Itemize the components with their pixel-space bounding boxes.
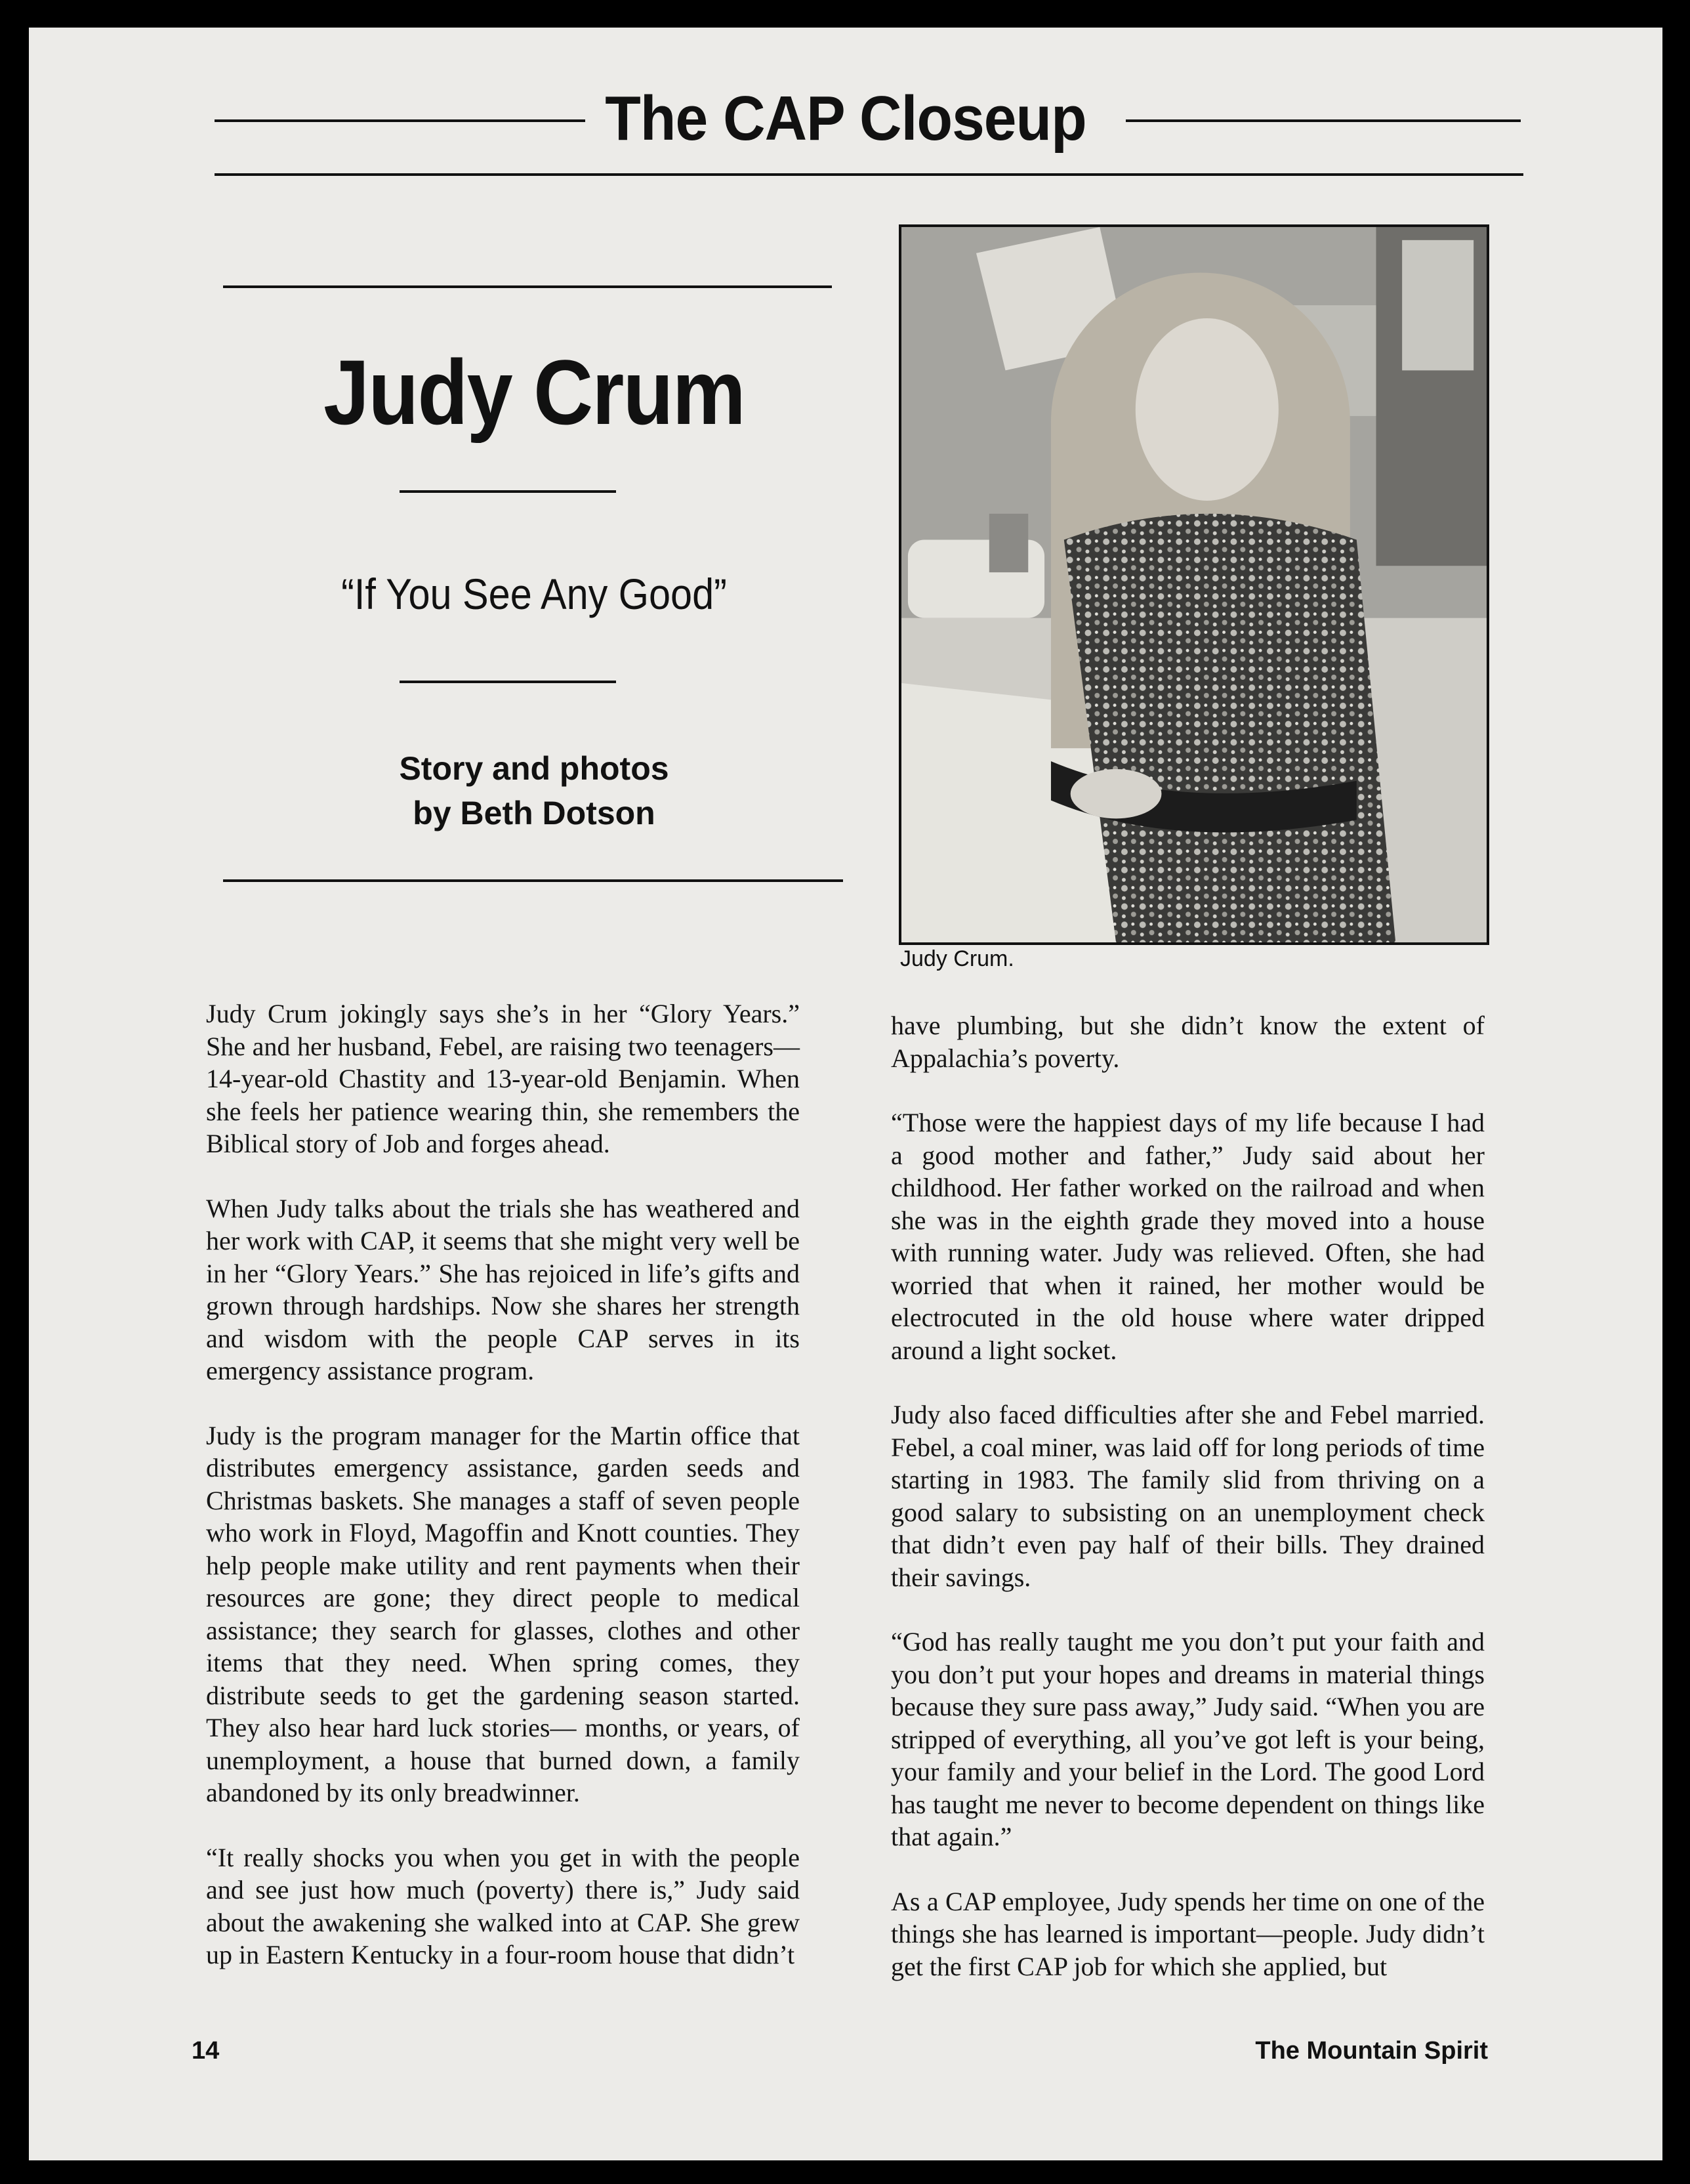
- paragraph: Judy also faced difficulties after she and Febel married. Febel, a coal miner, was laid off for long periods of time starting in 1983. The family slid from thriving on a good salary to subsisting on an unemployment check that didn’t even pay half of their bills. They drained their savings.: [891, 1400, 1485, 1592]
- article-subtitle: “If You See Any Good”: [341, 570, 727, 618]
- paragraph: When Judy talks about the trials she has weathered and her work with CAP, it seems that she might very well be in her “Glory Years.” She has rejoiced in life’s gifts and grown through hardships. Now she shares her strength and wisdom with the people CAP serves in its emergency assistance program.: [206, 1193, 800, 1385]
- byline: [180, 746, 888, 835]
- photo-caption: Judy Crum.: [900, 946, 1014, 971]
- section-title: The CAP Closeup: [605, 83, 1086, 154]
- portrait-photo: [899, 224, 1489, 945]
- title-rule-short-2: [400, 681, 616, 683]
- article-column-right: [891, 1009, 1485, 2015]
- paragraph: Judy Crum jokingly says she’s in her “Glory Years.” She and her husband, Febel, are raising two teenagers—14-year-old Chastity and 13-year-old Benjamin. When she feels her patience wearing thin, she remembers the Biblical story of Job and forges ahead.: [206, 999, 800, 1158]
- magazine-page: [29, 28, 1662, 2160]
- paragraph: “God has really taught me you don’t put your faith and you don’t put your hopes and dreams in material things because they sure pass away,” Judy said. “When you are stripped of everything, all you’ve got left is your being, your family and your belief in the Lord. The good Lord has taught me never to become dependent on things like that again.”: [891, 1627, 1485, 1851]
- paragraph: “Those were the happiest days of my life because I had a good mother and father,” Judy said about her childhood. Her father worked on the railroad and when she was in the eighth grade they moved into a house with running water. Judy was relieved. Often, she had worried that when it rained, her mother would be electrocuted in the old house where water dripped around a light socket.: [891, 1108, 1485, 1365]
- byline-line-2: by Beth Dotson: [413, 795, 655, 831]
- article-column-left: [206, 998, 800, 2004]
- header-rule-full: [215, 173, 1523, 176]
- title-rule-short-1: [400, 490, 616, 493]
- paragraph: Judy is the program manager for the Martin office that distributes emergency assistance, garden seeds and Christmas baskets. She manages a staff of seven people who work in Floyd, Magoffin and Knott counties. They help people make utility and rent payments when their resources are gone; they direct people to medical assistance; they search for glasses, clothes and other items that they need. When spring comes, they distribute seeds to get the gardening season started. They also hear hard luck stories— months, or years, of unemployment, a house that burned down, a family abandoned by its only breadwinner.: [206, 1420, 800, 1807]
- portrait-photo-illustration: [901, 227, 1487, 942]
- article-headline: Judy Crum: [323, 341, 745, 444]
- paragraph: have plumbing, but she didn’t know the extent of Appalachia’s poverty.: [891, 1011, 1485, 1073]
- title-rule-top: [223, 285, 832, 288]
- byline-line-1: Story and photos: [399, 750, 669, 787]
- page-number: 14: [192, 2037, 220, 2065]
- paragraph: “It really shocks you when you get in with the people and see just how much (poverty) there is,” Judy said about the awakening she walked into at CAP. She grew up in Eastern Kentucky in a four-room house that didn’t: [206, 1842, 800, 1969]
- paragraph: As a CAP employee, Judy spends her time on one of the things she has learned is important—people. Judy didn’t get the first CAP job for which she applied, but: [891, 1886, 1485, 1981]
- publication-name: The Mountain Spirit: [1255, 2037, 1488, 2065]
- title-rule-bottom: [223, 879, 843, 882]
